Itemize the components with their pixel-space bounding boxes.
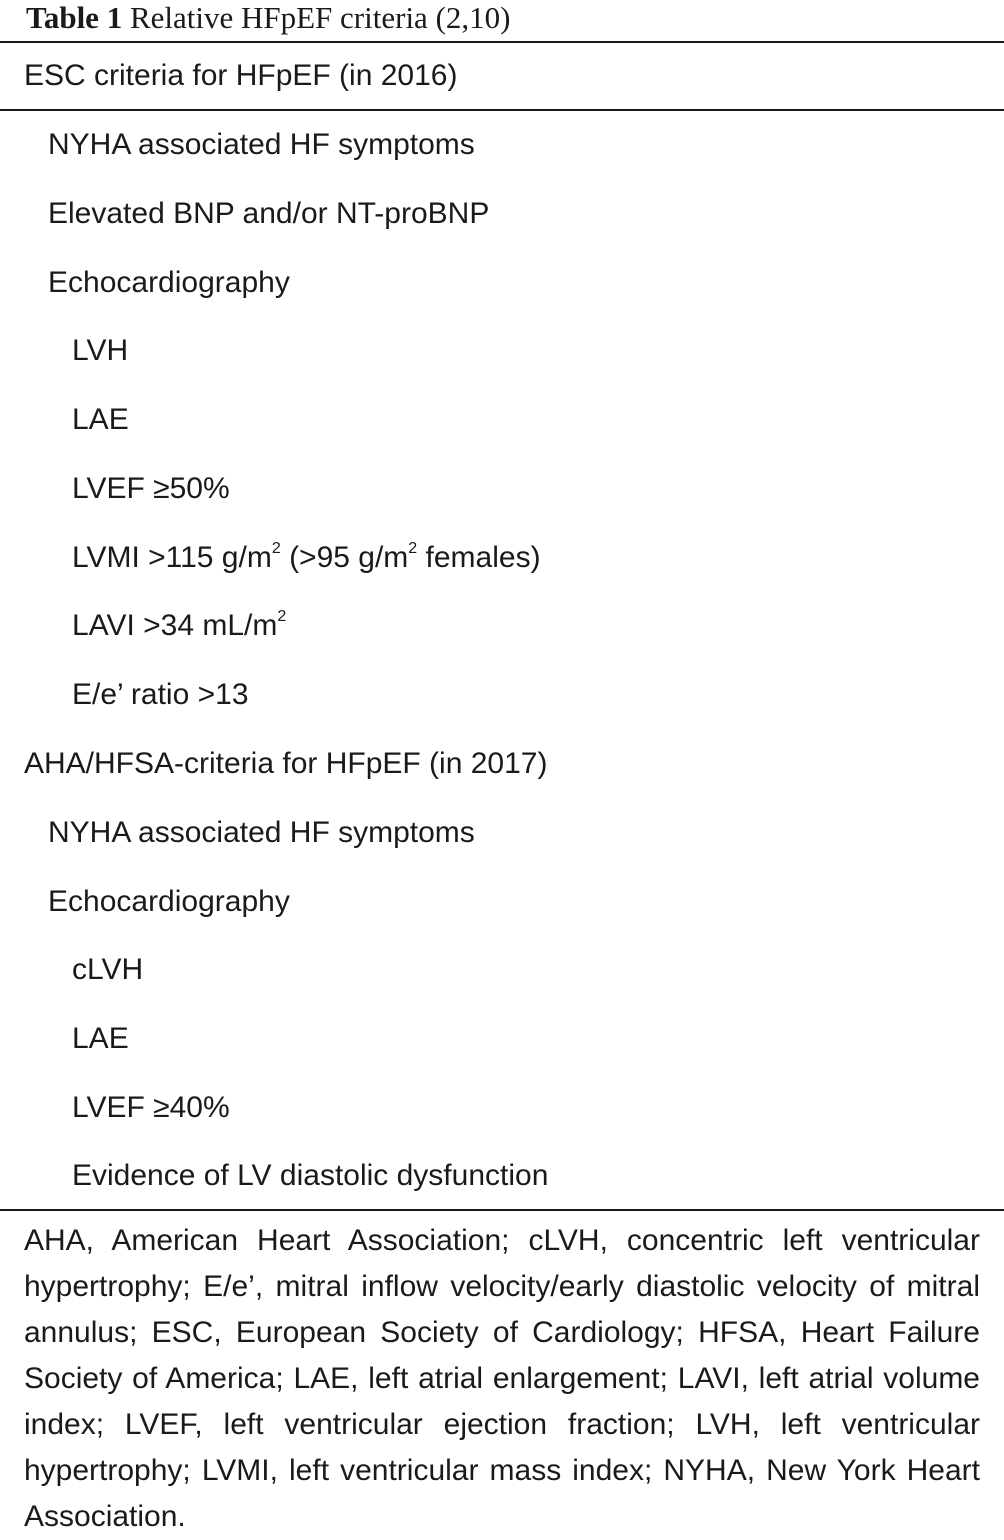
table-section-row — [0, 730, 1004, 798]
table-row — [0, 868, 1004, 936]
table-row — [0, 1074, 1004, 1142]
table-row — [0, 592, 1004, 660]
row-text: NYHA associated HF symptoms — [48, 816, 475, 849]
row-text: LVH — [72, 334, 129, 367]
row-text: Echocardiography — [48, 885, 290, 918]
table-caption — [26, 0, 510, 40]
row-text: E/e’ ratio >13 — [72, 678, 249, 711]
bottom-rule — [0, 1209, 1004, 1211]
table-row — [0, 249, 1004, 317]
table-row — [0, 1142, 1004, 1210]
table-row — [0, 1005, 1004, 1073]
header-text: ESC criteria for HFpEF (in 2016) — [24, 59, 458, 92]
table-row — [0, 936, 1004, 1004]
row-text: Echocardiography — [48, 266, 290, 299]
row-text: LVEF ≥50% — [72, 472, 230, 505]
row-text: LAVI >34 $mL/m^2$ — [72, 608, 287, 642]
table-footnote: AHA, American Heart Association; cLVH, concentric left ventricular hypertrophy; E/e’, mitral inflow velocity/early diastolic velocity of mitral annulus; ESC, European Society of Cardiology; HFSA, Heart Failure Society of America; LAE, left atrial enlargement; LAVI, left atrial volume index; LVEF, left ventricular ejection fraction; LVH, left ventricular hypertrophy; LVMI, left ventricular mass index; NYHA, New York Heart Association. — [24, 1224, 980, 1533]
row-text: LVMI >115 $g/m^2$ (>95 $g/m^2$ females) — [72, 540, 541, 574]
table-row — [0, 180, 1004, 248]
table-title: Relative HFpEF criteria (2,10) — [129, 0, 511, 35]
table-row — [0, 386, 1004, 454]
table-label: Table 1 — [26, 0, 123, 35]
table-row — [0, 661, 1004, 729]
row-text: NYHA associated HF symptoms — [48, 128, 475, 161]
row-text: Elevated BNP and/or NT-proBNP — [48, 197, 490, 230]
table-row — [0, 111, 1004, 179]
row-text: AHA/HFSA-criteria for HFpEF (in 2017) — [24, 747, 548, 780]
row-text: LAE — [72, 403, 129, 436]
row-text: cLVH — [72, 953, 144, 986]
table-row — [0, 799, 1004, 867]
table-row — [0, 524, 1004, 592]
row-text: LAE — [72, 1022, 129, 1055]
row-text: Evidence of LV diastolic dysfunction — [72, 1159, 549, 1192]
table-row — [0, 455, 1004, 523]
table-header — [0, 42, 1004, 110]
row-text: LVEF ≥40% — [72, 1091, 230, 1124]
table-row — [0, 317, 1004, 385]
